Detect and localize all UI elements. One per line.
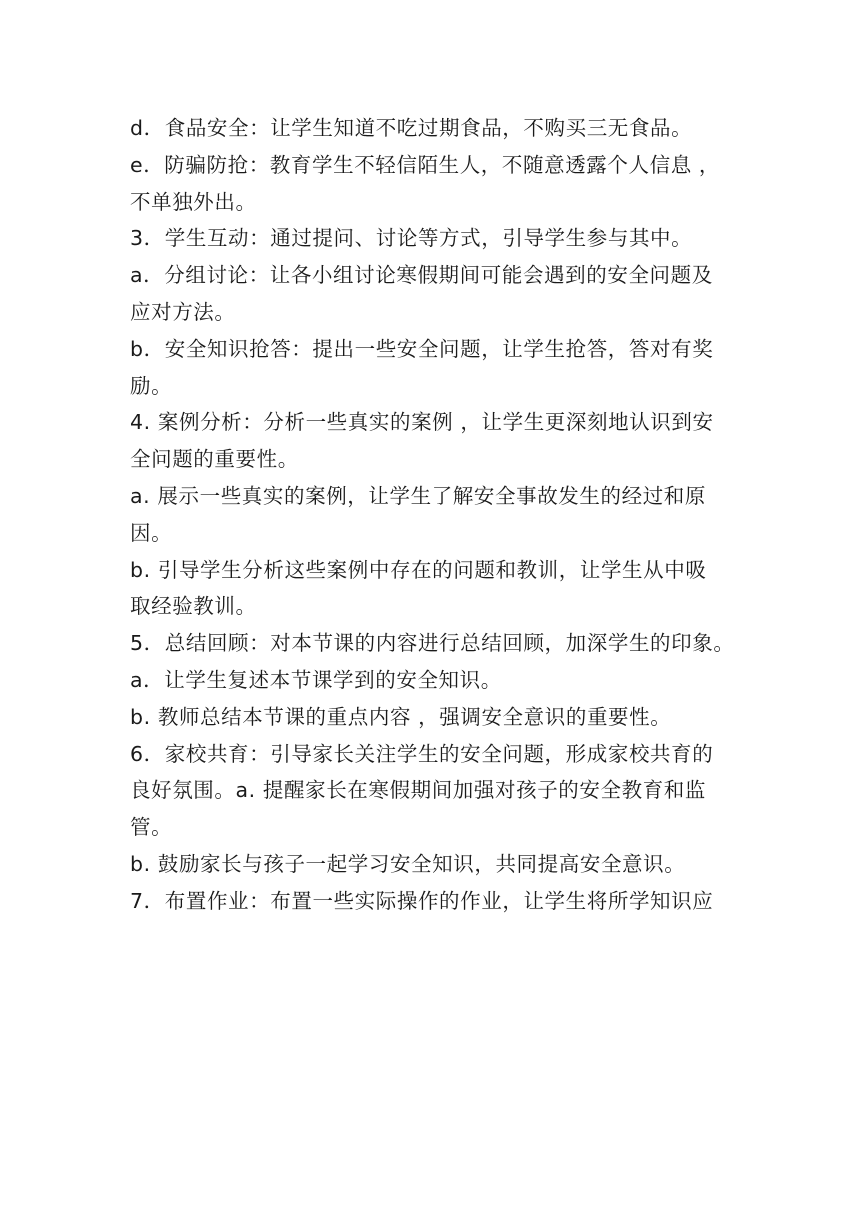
text-line: 4. 案例分析：分析一些真实的案例 ，让学生更深刻地认识到安 <box>130 410 714 435</box>
text-line: a．分组讨论：让各小组讨论寒假期间可能会遇到的安全问题及 <box>130 263 713 288</box>
text-line: b．安全知识抢答：提出一些安全问题，让学生抢答，答对有奖 <box>130 336 714 361</box>
text-line: b. 教师总结本节课的重点内容 ，强调安全意识的重要性。 <box>130 704 672 729</box>
text-line: d．食品安全：让学生知道不吃过期食品，不购买三无食品。 <box>130 116 693 140</box>
text-line: a. 展示一些真实的案例，让学生了解安全事故发生的经过和原 <box>130 483 706 508</box>
document-body <box>130 110 735 920</box>
text-line: a．让学生复述本节课学到的安全知识。 <box>130 667 502 692</box>
text-line: 7．布置作业：布置一些实际操作的作业，让学生将所学知识应 <box>130 888 714 913</box>
text-line: 因。 <box>130 520 173 545</box>
text-line: b. 鼓励家长与孩子一起学习安全知识，共同提高安全意识。 <box>130 851 686 876</box>
text-line: 励。 <box>130 373 173 398</box>
text-line: 应对方法。 <box>130 299 236 324</box>
text-line: e．防骗防抢：教育学生不轻信陌生人，不随意透露个人信息 ， <box>130 152 721 177</box>
text-line: 不单独外出。 <box>130 189 257 214</box>
text-line: 5．总结回顾：对本节课的内容进行总结回顾，加深学生的印象。 <box>130 631 735 656</box>
text-line: 全问题的重要性。 <box>130 447 299 472</box>
text-line: 取经验教训。 <box>130 594 257 619</box>
text-line: b. 引导学生分析这些案例中存在的问题和教训，让学生从中吸 <box>130 557 707 582</box>
text-line: 3．学生互动：通过提问、讨论等方式，引导学生参与其中。 <box>130 226 693 251</box>
text-line: 良好氛围。a. 提醒家长在寒假期间加强对孩子的安全教育和监 <box>130 778 706 803</box>
text-line: 管。 <box>130 815 173 840</box>
text-line: 6．家校共育：引导家长关注学生的安全问题，形成家校共育的 <box>130 741 714 766</box>
